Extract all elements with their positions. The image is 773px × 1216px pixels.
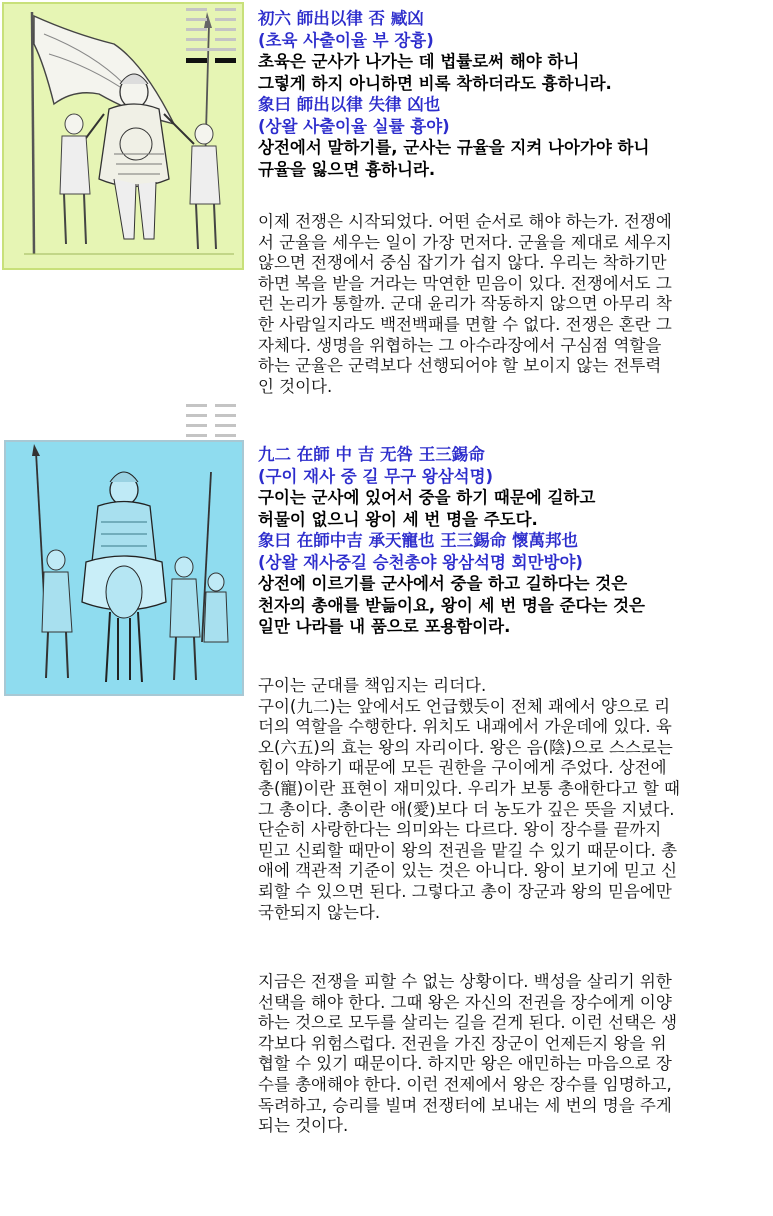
commentary-line: 단순히 사랑한다는 의미와는 다르다. 왕이 장수를 끝까지 [258,820,662,840]
hexagram-line-highlighted [186,58,236,61]
section1-text [258,8,768,180]
commentary-line: 하는 것으로 모두를 살리는 길을 걷게 된다. 이런 선택은 생 [258,1013,678,1033]
commentary-line: 국한되지 않는다. [258,902,381,922]
general-on-horse-illustration [6,442,242,694]
hexagram-line [186,38,236,41]
illustration-panel-line2 [4,440,244,696]
hexagram-line [186,414,236,417]
commentary-line: 하면 복을 받을 거라는 막연한 믿음이 있다. 전쟁에서도 그 [258,273,672,293]
section2-commentary-1 [258,676,768,923]
hexagram-shi-line1 [186,8,236,68]
commentary-line: 각보다 위험스럽다. 전권을 가진 장군이 언제든지 왕을 위 [258,1033,667,1053]
commentary-line: 독려하고, 승리를 빌며 전쟁터에 보내는 세 번의 명을 주게 [258,1095,672,1115]
hexagram-line [186,8,236,11]
commentary-line: 힘이 약하기 때문에 모든 권한을 구이에게 주었다. 상전에 [258,758,667,778]
line-meaning: 초육은 군사가 나가는 데 법률로써 해야 하니 [258,52,580,71]
line-heading-reading: (구이 재사 중 길 무구 왕삼석명) [258,466,494,486]
xiang-meaning: 상전에 이르기를 군사에서 중을 하고 길하다는 것은 [258,574,628,593]
commentary-line: 서 군율을 세우는 일이 가장 먼저다. 군율을 제대로 세우지 [258,232,672,252]
commentary-line: 애에 객관적 기준이 있는 것은 아니다. 왕이 보기에 믿고 신 [258,861,678,881]
commentary-line: 한 사람일지라도 백전백패를 면할 수 없다. 전쟁은 혼란 그 [258,314,672,334]
xiang-meaning: 상전에서 말하기를, 군사는 규율을 지켜 나아가야 하니 [258,138,650,157]
hexagram-line [186,48,236,51]
commentary-line: 협할 수 있기 때문이다. 하지만 왕은 애민하는 마음으로 장 [258,1054,672,1074]
commentary-line: 구이(九二)는 앞에서도 언급했듯이 전체 괘에서 양으로 리 [258,696,671,716]
section2-text [258,444,768,638]
hexagram-line [186,28,236,31]
commentary-line: 않으면 전쟁에서 중심 잡기가 쉽지 않다. 우리는 착하기만 [258,253,667,273]
hexagram-line [186,404,236,407]
hexagram-line [186,18,236,21]
commentary-line: 오(六五)의 효는 왕의 자리이다. 왕은 음(陰)으로 스스로는 [258,737,673,757]
xiang-meaning: 일만 나라를 내 품으로 포용함이라. [258,617,511,636]
commentary-line: 지금은 전쟁을 피할 수 없는 상황이다. 백성을 살리기 위한 [258,972,672,991]
commentary-line: 구이는 군대를 책임지는 리더다. [258,676,487,695]
hexagram-line [186,434,236,437]
section2-commentary-2 [258,972,768,1137]
commentary-line: 뢰할 수 있으면 된다. 그렇다고 총이 장군과 왕의 믿음에만 [258,881,672,901]
commentary-line: 총(寵)이란 표현이 재미있다. 우리가 보통 총애한다고 할 때 [258,778,680,798]
hexagram-line [186,424,236,427]
commentary-line: 이제 전쟁은 시작되었다. 어떤 순서로 해야 하는가. 전쟁에 [258,212,672,231]
commentary-line: 믿고 신뢰할 때만이 왕의 전권을 맡길 수 있기 때문이다. 총 [258,840,678,860]
section1-commentary [258,212,768,397]
commentary-line: 그 총이다. 총이란 애(愛)보다 더 농도가 깊은 뜻을 지녔다. [258,799,675,819]
commentary-line: 자체다. 생명을 위협하는 그 아수라장에서 구심점 역할을 [258,335,662,355]
commentary-line: 인 것이다. [258,376,333,396]
xiang-meaning: 천자의 총애를 받듦이요, 왕이 세 번 명을 준다는 것은 [258,595,645,615]
commentary-line: 더의 역할을 수행한다. 위치도 내괘에서 가운데에 있다. 육 [258,717,672,737]
xiang-heading-hanja: 象曰 師出以律 失律 凶也 [258,95,441,114]
line-heading-hanja: 九二 在師 中 吉 无咎 王三錫命 [258,445,485,464]
commentary-line: 하는 군율은 군력보다 선행되어야 할 보이지 않는 전투력 [258,356,662,376]
line-heading-reading: (초육 사출이율 부 장흉) [258,30,434,50]
line-meaning: 그렇게 하지 아니하면 비록 착하더라도 흉하니라. [258,73,612,93]
commentary-line: 선택을 해야 한다. 그때 왕은 자신의 전권을 장수에게 이양 [258,992,672,1012]
line-meaning: 구이는 군사에 있어서 중을 하기 때문에 길하고 [258,488,596,507]
xiang-heading-hanja: 象曰 在師中吉 承天寵也 王三錫命 懷萬邦也 [258,531,578,550]
commentary-line: 런 논리가 통할까. 군대 윤리가 작동하지 않으면 아무리 착 [258,294,672,314]
commentary-line: 수를 총애해야 한다. 이런 전제에서 왕은 장수를 임명하고, [258,1074,672,1094]
xiang-meaning: 규율을 잃으면 흉하니라. [258,159,436,179]
xiang-heading-reading: (상왈 사출이율 실률 흉야) [258,116,450,136]
line-meaning: 허물이 없으니 왕이 세 번 명을 주도다. [258,509,538,529]
line-heading-hanja: 初六 師出以律 否 臧凶 [258,9,424,28]
commentary-line: 되는 것이다. [258,1116,349,1136]
xiang-heading-reading: (상왈 재사중길 승천총야 왕삼석명 회만방야) [258,552,583,572]
